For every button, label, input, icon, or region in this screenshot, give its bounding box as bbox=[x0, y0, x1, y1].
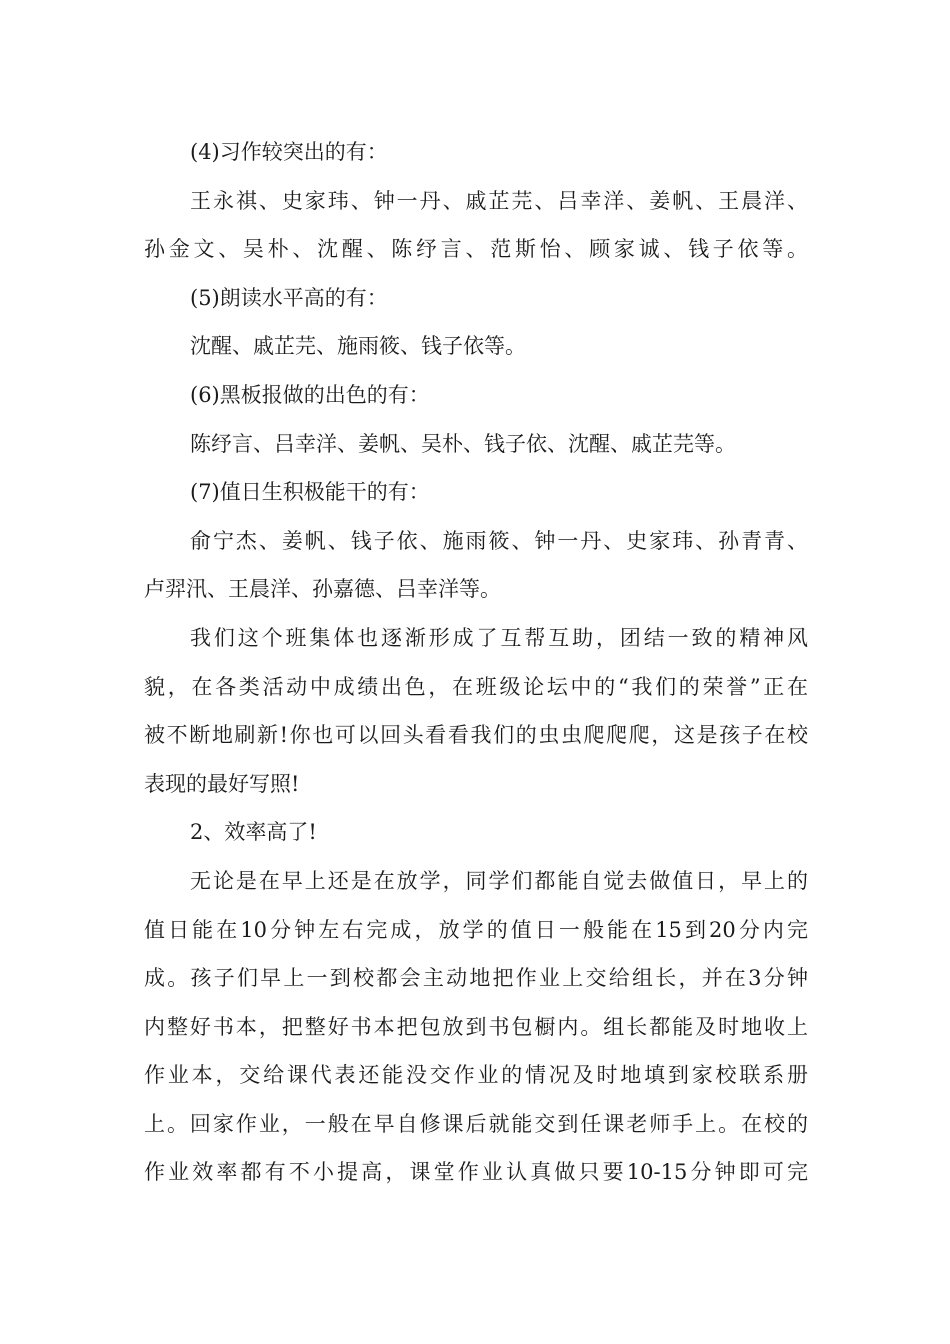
list-heading-7: (7)值日生积极能干的有： bbox=[190, 480, 430, 505]
list-heading-5: (5)朗读水平高的有： bbox=[190, 285, 388, 310]
paragraph-line: 被不断地刷新!你也可以回头看看我们的虫虫爬爬爬，这是孩子在校 bbox=[144, 723, 808, 748]
paragraph-line: 内整好书本，把整好书本把包放到书包橱内。组长都能及时地收上 bbox=[144, 1014, 808, 1039]
paragraph-line: 上。回家作业，一般在早自修课后就能交到任课老师手上。在校的 bbox=[144, 1111, 808, 1136]
paragraph-line: 成。孩子们早上一到校都会主动地把作业上交给组长，并在3分钟 bbox=[144, 966, 808, 991]
text-line: 沈醒、戚芷芫、施雨筱、钱子依等。 bbox=[190, 334, 526, 359]
text-line: 王永祺、史家玮、钟一丹、戚芷芫、吕幸洋、姜帆、王晨洋、 bbox=[190, 188, 808, 213]
paragraph-line: 无论是在早上还是在放学，同学们都能自觉去做值日，早上的 bbox=[190, 868, 808, 893]
text-line: 卢羿汛、王晨洋、孙嘉德、吕幸洋等。 bbox=[144, 577, 501, 602]
paragraph-line: 作业本，交给课代表还能没交作业的情况及时地填到家校联系册 bbox=[144, 1063, 808, 1088]
paragraph-line: 我们这个班集体也逐渐形成了互帮互助，团结一致的精神风 bbox=[190, 625, 808, 650]
paragraph-line: 貌，在各类活动中成绩出色，在班级论坛中的“我们的荣誉”正在 bbox=[144, 674, 808, 699]
text-line: 孙金文、吴朴、沈醒、陈纾言、范斯怡、顾家诚、钱子依等。 bbox=[144, 237, 808, 262]
document-body bbox=[144, 128, 808, 1197]
list-heading-6: (6)黑板报做的出色的有： bbox=[190, 382, 430, 407]
paragraph-line: 值日能在10分钟左右完成，放学的值日一般能在15到20分内完 bbox=[144, 917, 808, 942]
list-heading-4: (4)习作较突出的有： bbox=[190, 140, 388, 164]
text-line: 陈纾言、吕幸洋、姜帆、吴朴、钱子依、沈醒、戚芷芫等。 bbox=[190, 431, 736, 456]
paragraph-line: 表现的最好写照! bbox=[144, 771, 300, 796]
paragraph-line: 作业效率都有不小提高，课堂作业认真做只要10-15分钟即可完 bbox=[144, 1160, 808, 1185]
section-heading: 2、效率高了! bbox=[190, 820, 317, 845]
text-line: 俞宁杰、姜帆、钱子依、施雨筱、钟一丹、史家玮、孙青青、 bbox=[190, 528, 808, 553]
